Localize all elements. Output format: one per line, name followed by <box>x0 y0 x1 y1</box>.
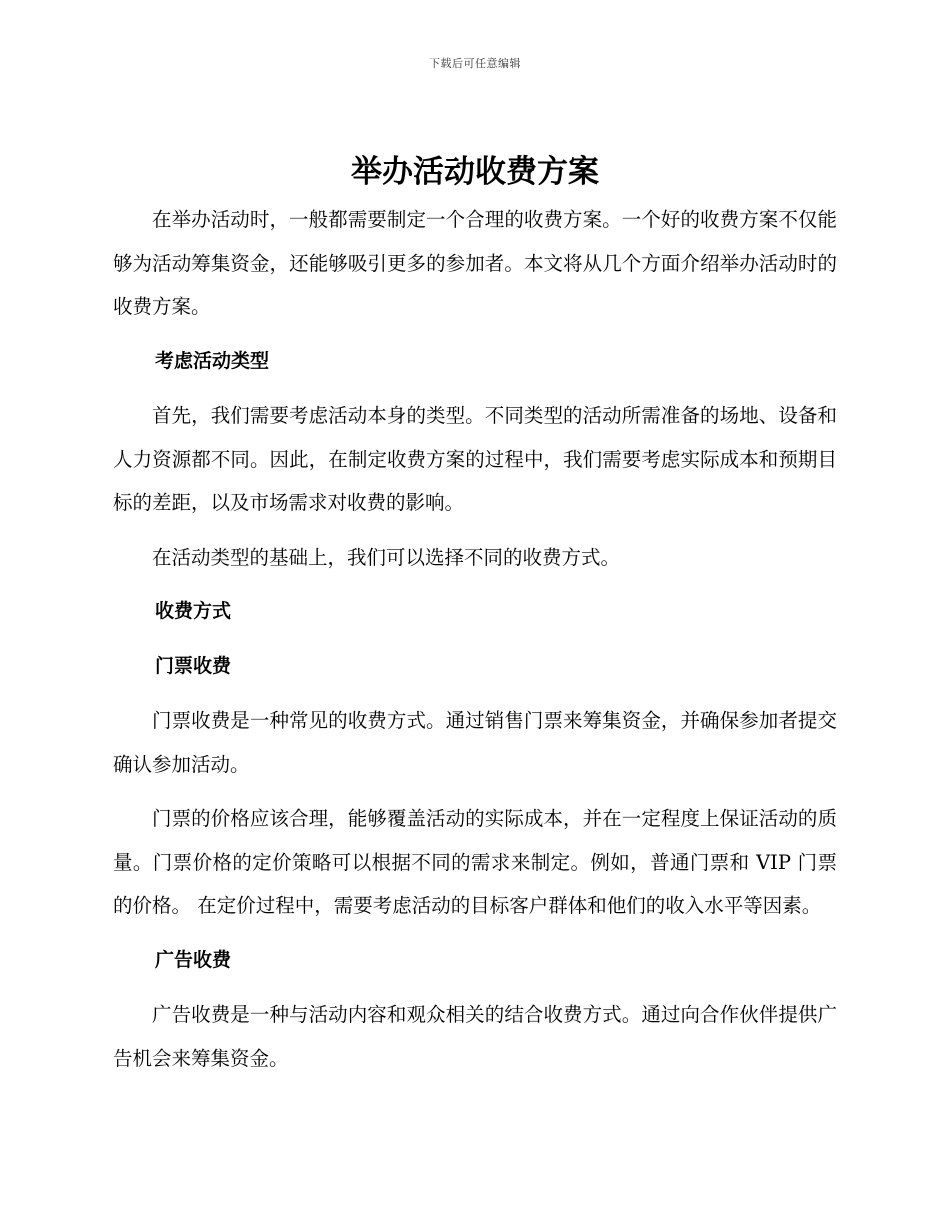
document-body <box>113 198 837 1091</box>
activity-type-paragraph-2: 在活动类型的基础上，我们可以选择不同的收费方式。 <box>152 545 621 569</box>
header-note: 下载后可任意编辑 <box>429 57 521 70</box>
ads-paragraph-1: 广告收费是一种与活动内容和观众相关的结合收费方式。通过向合作伙伴提供广告机会来筹集资金。 <box>113 1003 837 1070</box>
subsection-heading-ticket: 门票收费 <box>155 654 232 677</box>
section-heading-activity-type: 考虑活动类型 <box>155 349 270 372</box>
intro-paragraph: 在举办活动时，一般都需要制定一个合理的收费方案。一个好的收费方案不仅能够为活动筹集资金，还能够吸引更多的参加者。本文将从几个方面介绍举办活动时的收费方案。 <box>113 208 837 318</box>
document-title: 举办活动收费方案 <box>351 154 599 190</box>
ticket-paragraph-2: 门票的价格应该合理，能够覆盖活动的实际成本，并在一定程度上保证活动的质量。门票价格的定价策略可以根据不同的需求来制定。例如，普通门票和 VIP 门票的价格。 在定价过程中，需要考虑活动的目标客户群体和他们的收入水平等因素。 <box>113 807 837 917</box>
subsection-heading-ads: 广告收费 <box>155 948 232 971</box>
activity-type-paragraph-1: 首先，我们需要考虑活动本身的类型。不同类型的活动所需准备的场地、设备和人力资源都不同。因此，在制定收费方案的过程中，我们需要考虑实际成本和预期目标的差距，以及市场需求对收费的影响。 <box>113 404 837 514</box>
section-heading-charge-methods: 收费方式 <box>155 600 232 622</box>
ticket-paragraph-1: 门票收费是一种常见的收费方式。通过销售门票来筹集资金，并确保参加者提交确认参加活动。 <box>113 709 837 776</box>
